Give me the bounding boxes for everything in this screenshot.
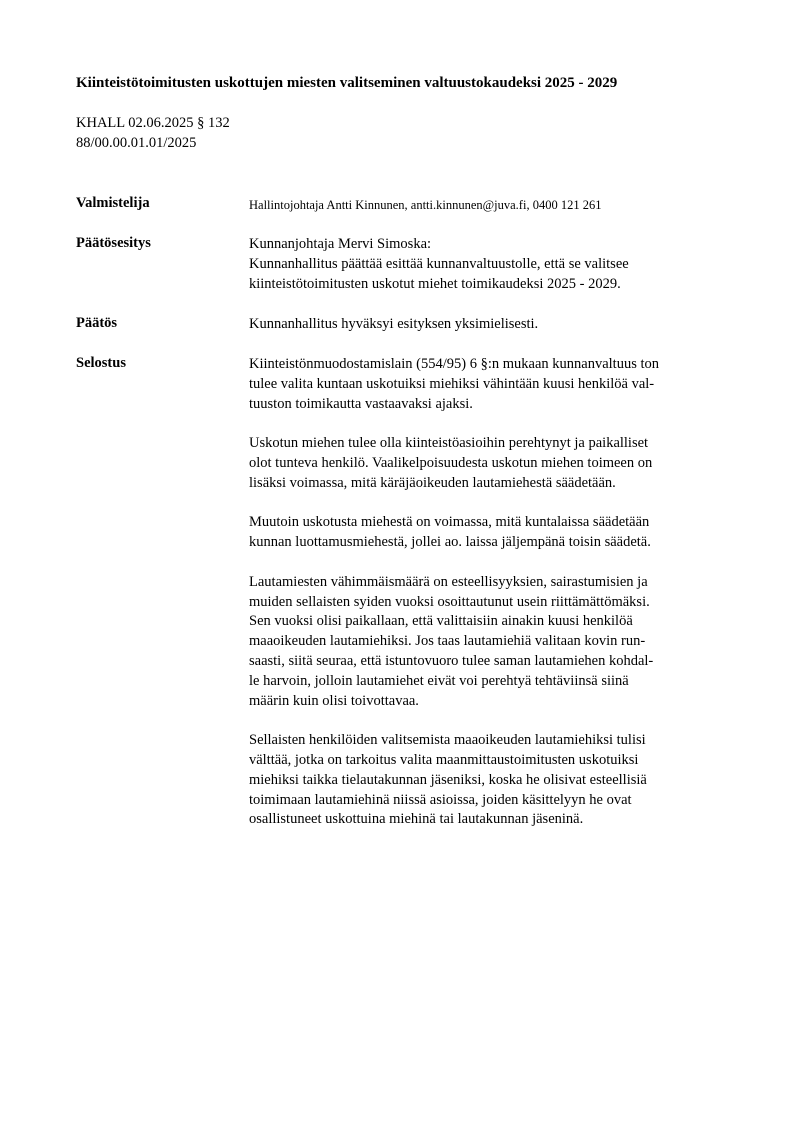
meeting-reference: KHALL 02.06.2025 § 132 (76, 115, 230, 131)
selostus-text (249, 355, 749, 850)
selostus-line: osallistuneet uskottuina miehinä tai lautakunnan jäseninä. (249, 811, 584, 828)
paatos-line: Kunnanhallitus hyväksyi esityksen yksimielisesti. (249, 316, 539, 332)
selostus-line: tuuston toimikautta vastaavaksi ajaksi. (249, 395, 473, 412)
paatosesitys-line: Kunnanjohtaja Mervi Simoska: (249, 236, 432, 252)
selostus-line: muiden sellaisten syiden vuoksi osoittautunut usein riittämättömäksi. (249, 593, 650, 610)
selostus-line: Muutoin uskotusta miehestä on voimassa, mitä kuntalaissa säädetään (249, 514, 650, 531)
selostus-line: lisäksi voimassa, mitä käräjäoikeuden lautamiehestä säädetään. (249, 474, 616, 491)
document-title: Kiinteistötoimitusten uskottujen miesten valitseminen valtuustokaudeksi 2025 - 2029 (76, 75, 618, 91)
paatosesitys-line: Kunnanhallitus päättää esittää kunnanvaltuustolle, että se valitsee (249, 255, 629, 272)
selostus-line: välttää, jotka on tarkoitus valita maanmittaustoimitusten uskotuiksi (249, 751, 639, 768)
paatosesitys-text (249, 235, 749, 294)
label-paatosesitys: Päätösesitys (76, 235, 151, 251)
paatosesitys-line: kiinteistötoimitusten uskotut miehet toimikaudeksi 2025 - 2029. (249, 275, 621, 292)
record-number: 88/00.00.01.01/2025 (76, 135, 197, 151)
selostus-line: Lautamiesten vähimmäismäärä on esteellisyyksien, sairastumisien ja (249, 573, 648, 590)
selostus-paragraph (249, 731, 749, 830)
selostus-paragraph (249, 513, 749, 553)
selostus-line: olot tunteva henkilö. Vaalikelpoisuudesta uskotun miehen toimeen on (249, 454, 653, 471)
label-valmistelija: Valmistelija (76, 195, 150, 211)
selostus-line: määrin kuin olisi toivottavaa. (249, 692, 419, 709)
selostus-paragraph (249, 434, 749, 493)
valmistelija-line: Hallintojohtaja Antti Kinnunen, antti.kinnunen@juva.fi, 0400 121 261 (249, 198, 602, 212)
valmistelija-text (249, 196, 749, 216)
selostus-line: toimimaan lautamiehinä niissä asioissa, joiden käsittelyyn he ovat (249, 791, 632, 808)
selostus-line: Sellaisten henkilöiden valitsemista maaoikeuden lautamiehiksi tulisi (249, 732, 646, 749)
paatos-text (249, 315, 749, 335)
label-selostus: Selostus (76, 355, 126, 371)
selostus-line: Sen vuoksi olisi paikallaan, että valittaisiin ainakin kuusi henkilöä (249, 613, 633, 630)
selostus-line: Kiinteistönmuodostamislain (554/95) 6 §:n mukaan kunnanvaltuus ton (249, 356, 659, 372)
selostus-line: saasti, siitä seuraa, että istuntovuoro tulee saman lautamiehen kohdal- (249, 652, 654, 669)
label-paatos: Päätös (76, 315, 118, 331)
selostus-line: kunnan luottamusmiehestä, jollei ao. laissa jäljempänä toisin säädetä. (249, 534, 651, 551)
selostus-line: le harvoin, jolloin lautamiehet eivät voi perehtyä tehtäviinsä siinä (249, 672, 629, 689)
selostus-line: Uskotun miehen tulee olla kiinteistöasioihin perehtynyt ja paikalliset (249, 435, 649, 452)
selostus-line: miehiksi taikka tielautakunnan jäseniksi, koska he olisivat esteellisiä (249, 771, 647, 788)
selostus-line: maaoikeuden lautamiehiksi. Jos taas lautamiehiä valitaan kovin run- (249, 633, 646, 650)
selostus-paragraph (249, 573, 749, 712)
selostus-line: tulee valita kuntaan uskotuiksi miehiksi vähintään kuusi henkilöä val- (249, 375, 655, 392)
selostus-paragraph (249, 355, 749, 414)
